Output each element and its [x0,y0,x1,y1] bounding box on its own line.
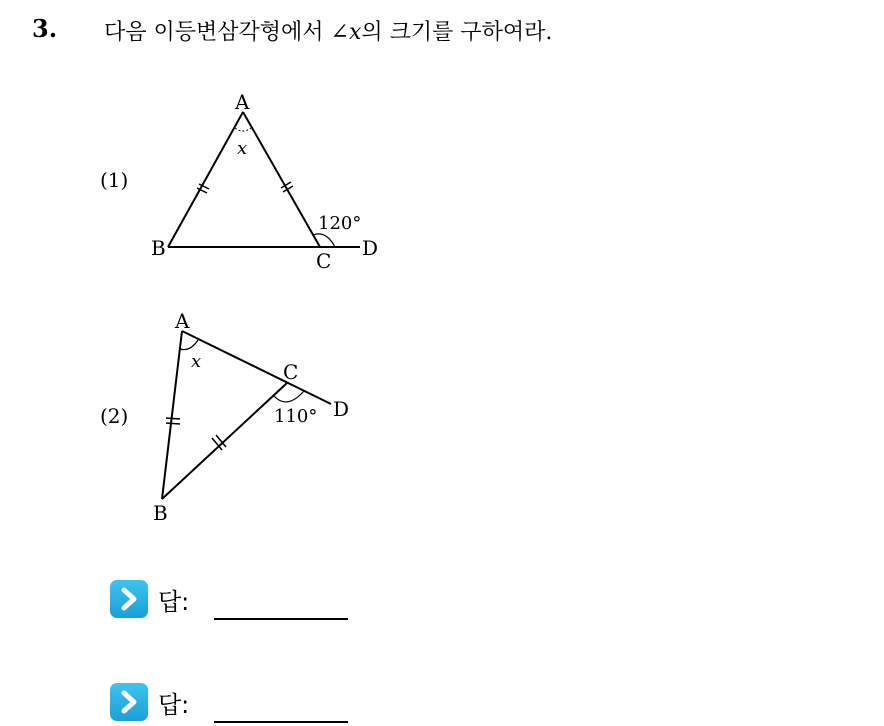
question-variable: x [348,20,362,45]
question-text-before: 다음 이등변삼각형에서 ∠ [104,20,349,45]
fig1-vertex-c: C [316,249,332,273]
chevron-right-icon [110,683,148,721]
question-number: 3. [32,14,58,43]
figure1-label: (1) [100,168,129,192]
question-text-after: 의 크기를 구하여라. [361,20,553,45]
chevron-right-icon [110,580,148,618]
fig2-angle-arc-c [274,391,304,402]
fig1-vertex-d: D [362,236,379,260]
answer-row-2 [110,683,370,723]
fig2-vertex-b: B [153,501,168,525]
fig1-vertex-a: A [235,90,250,114]
answer-blank[interactable] [214,721,348,723]
fig2-line-ad [182,331,331,404]
fig1-angle-var: x [237,138,248,159]
fig1-exterior-angle: 120° [318,213,362,234]
fig2-tick-ab-1 [166,418,180,419]
fig2-angle-arc-a [180,340,198,350]
fig1-vertex-b: B [151,236,166,260]
fig2-side-bc [162,383,287,499]
figure2-diagram [0,0,400,540]
answer-label: 답: [158,691,190,719]
figure2-label: (2) [100,404,129,428]
fig2-angle-var: x [191,351,202,372]
fig2-tick-ab-2 [166,423,180,424]
fig2-vertex-d: D [333,397,350,421]
answer-row-1 [110,580,370,620]
fig2-vertex-c: C [283,360,299,384]
fig2-exterior-angle: 110° [274,406,318,427]
fig2-side-ab [162,331,182,499]
fig2-vertex-a: A [175,309,190,333]
answer-label: 답: [158,588,190,616]
answer-blank[interactable] [214,618,348,620]
